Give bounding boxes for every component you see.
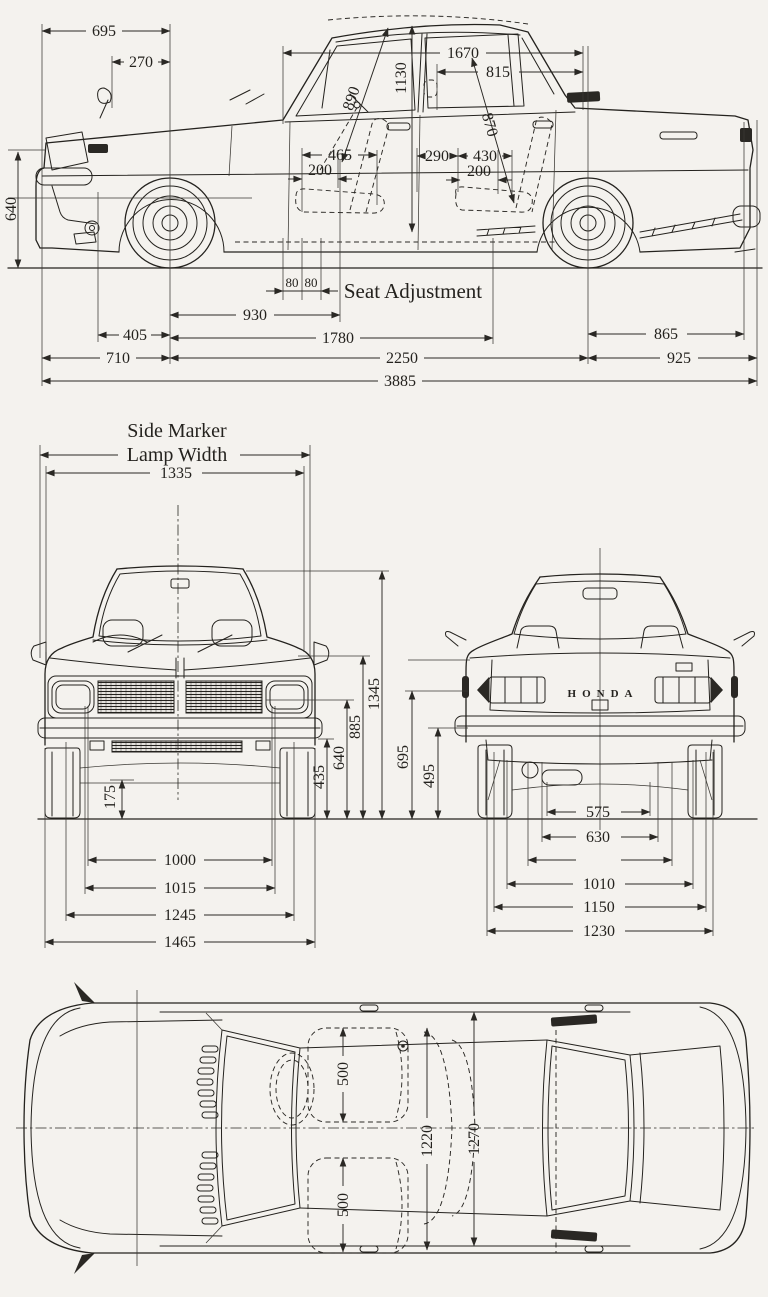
interior-mirror [171, 579, 189, 588]
fender-mirror-left [446, 632, 467, 647]
dim-710: 710 [106, 350, 130, 367]
grille-left [98, 681, 174, 713]
rear-quarter-trim [660, 132, 697, 139]
dim-640-front: 640 [331, 746, 348, 770]
honda-badge: HONDA [567, 688, 639, 700]
dim-290: 290 [425, 148, 449, 165]
dim-1270: 1270 [466, 1123, 483, 1155]
hood-louvers [197, 1046, 218, 1224]
tail-lamp-side [740, 128, 752, 142]
fender-mirror [98, 88, 112, 118]
dim-1130: 1130 [393, 62, 410, 94]
dim-865: 865 [654, 326, 678, 343]
rear-bumper [733, 206, 760, 227]
dim-1465: 1465 [164, 934, 196, 951]
dim-885: 885 [347, 715, 364, 739]
dim-80a: 80 [285, 275, 299, 290]
quarter-vent-top [551, 1014, 598, 1026]
seat-adjustment-label: Seat Adjustment [343, 279, 483, 303]
top-interior-dashed [270, 1028, 475, 1253]
dim-2250: 2250 [386, 350, 418, 367]
dim-1150: 1150 [583, 899, 615, 916]
dim-465: 465 [328, 147, 352, 164]
dim-930: 930 [243, 307, 267, 324]
dim-1780: 1780 [322, 330, 354, 347]
dim-1010: 1010 [583, 876, 615, 893]
rear-marker-right [731, 676, 738, 698]
side-view-car [8, 16, 762, 268]
front-view [31, 420, 757, 951]
dim-1345: 1345 [366, 678, 383, 710]
grille-right [186, 681, 262, 713]
fender-mirror-bottom [74, 1253, 95, 1274]
wipers [128, 635, 232, 652]
dim-1670: 1670 [447, 45, 479, 62]
dim-925: 925 [667, 350, 691, 367]
quarter-vent-bottom [551, 1229, 598, 1241]
dim-200-front: 200 [308, 162, 332, 179]
rear-marker-left [462, 676, 469, 698]
fender-mirror-right [734, 632, 755, 647]
marker-lamp-right [314, 642, 329, 665]
dim-435: 435 [311, 765, 328, 789]
pillar-vent [567, 91, 600, 103]
front-tire-left [45, 748, 80, 818]
top-view [16, 982, 756, 1274]
trim-badge [676, 663, 692, 671]
front-side-marker-lamp [88, 144, 108, 153]
dim-80b: 80 [304, 275, 318, 290]
dim-1015: 1015 [164, 880, 196, 897]
dim-630: 630 [586, 829, 610, 846]
rear-view-car [446, 548, 755, 830]
dim-890: 890 [339, 84, 364, 113]
dim-1230: 1230 [583, 923, 615, 940]
dim-815: 815 [486, 64, 510, 81]
dim-1335: 1335 [160, 465, 192, 482]
muffler [542, 770, 582, 785]
dim-695-rear: 695 [395, 745, 412, 769]
dim-500-rear: 500 [335, 1193, 352, 1217]
dim-3885: 3885 [384, 373, 416, 390]
side-marker-label-1: Side Marker [127, 420, 227, 442]
dim-495: 495 [421, 764, 438, 788]
front-grille-panel [48, 676, 312, 718]
dim-1220: 1220 [419, 1125, 436, 1157]
valance-vent [112, 741, 242, 752]
side-marker-label-2: Lamp Width [126, 444, 228, 466]
dim-200-rear: 200 [467, 163, 491, 180]
dim-695: 695 [92, 23, 116, 40]
top-view-car [16, 982, 756, 1274]
front-tire-right [280, 748, 315, 818]
dim-430: 430 [473, 148, 497, 165]
dim-1000: 1000 [164, 852, 196, 869]
rear-view-dimensions [395, 660, 713, 940]
side-view [3, 16, 762, 390]
dim-405: 405 [123, 327, 147, 344]
marker-lamp-left [31, 642, 46, 665]
dim-500-front: 500 [335, 1062, 352, 1086]
side-view-dimensions [3, 23, 757, 390]
front-bumper [36, 168, 92, 185]
dim-870: 870 [477, 110, 501, 139]
fender-mirror-top [74, 982, 95, 1003]
front-door-handle [387, 123, 410, 130]
fuel-pipe [522, 762, 538, 778]
rear-view [395, 548, 755, 940]
dim-575: 575 [586, 804, 610, 821]
dim-270: 270 [129, 54, 153, 71]
dim-640-side: 640 [3, 197, 20, 221]
dim-1245: 1245 [164, 907, 196, 924]
dim-175: 175 [102, 785, 119, 809]
front-view-car [31, 566, 329, 818]
